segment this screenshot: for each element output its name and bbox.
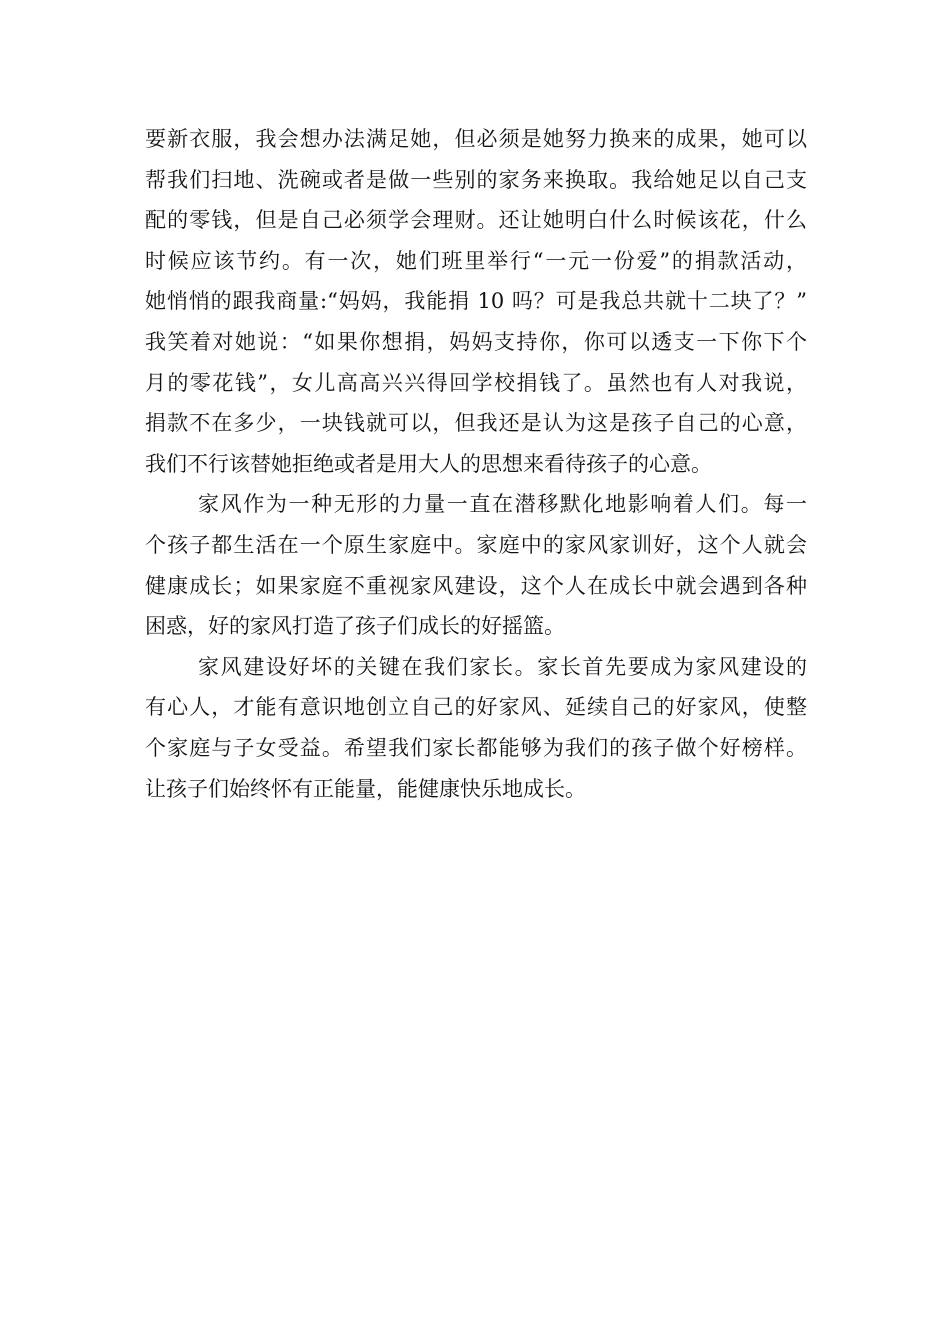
text-line: 个孩子都生活在一个原生家庭中。家庭中的家风家训好，这个人就会: [145, 532, 807, 557]
text-line: 要新衣服，我会想办法满足她，但必须是她努力换来的成果，她可以: [145, 127, 807, 151]
body-text: [145, 119, 807, 809]
text-line: 帮我们扫地、洗碗或者是做一些别的家务来换取。我给她足以自己支: [145, 167, 807, 192]
text-line: 健康成长；如果家庭不重视家风建设，这个人在成长中就会遇到各种: [145, 573, 807, 598]
text-line: 配的零钱，但是自己必须学会理财。还让她明白什么时候该花，什么: [145, 208, 807, 233]
text-line: 困惑，好的家风打造了孩子们成长的好摇篮。: [145, 614, 565, 639]
paragraph-2: [145, 484, 807, 646]
text-line: 我们不行该替她拒绝或者是用大人的思想来看待孩子的心意。: [145, 451, 712, 476]
text-line: 我笑着对她说：“如果你想捐，妈妈支持你，你可以透支一下你下个: [145, 329, 807, 354]
text-line: 家风作为一种无形的力量一直在潜移默化地影响着人们。每一: [198, 492, 807, 517]
text-line: 个家庭与子女受益。希望我们家长都能够为我们的孩子做个好榜样。: [145, 735, 807, 760]
text-line: 她悄悄的跟我商量:“妈妈，我能捐 10 吗？可是我总共就十二块了？”: [145, 289, 807, 314]
text-line: 家风建设好坏的关键在我们家长。家长首先要成为家风建设的: [198, 654, 807, 679]
text-line: 捐款不在多少，一块钱就可以，但我还是认为这是孩子自己的心意，: [145, 411, 807, 436]
text-line: 月的零花钱”，女儿高高兴兴得回学校捐钱了。虽然也有人对我说，: [145, 370, 807, 395]
paragraph-3: [145, 647, 807, 809]
text-line: 时候应该节约。有一次，她们班里举行“一元一份爱”的捐款活动，: [145, 248, 807, 273]
text-line: 有心人，才能有意识地创立自己的好家风、延续自己的好家风，使整: [145, 695, 807, 720]
paragraph-1: [145, 119, 807, 484]
text-line: 让孩子们始终怀有正能量，能健康快乐地成长。: [145, 776, 586, 801]
